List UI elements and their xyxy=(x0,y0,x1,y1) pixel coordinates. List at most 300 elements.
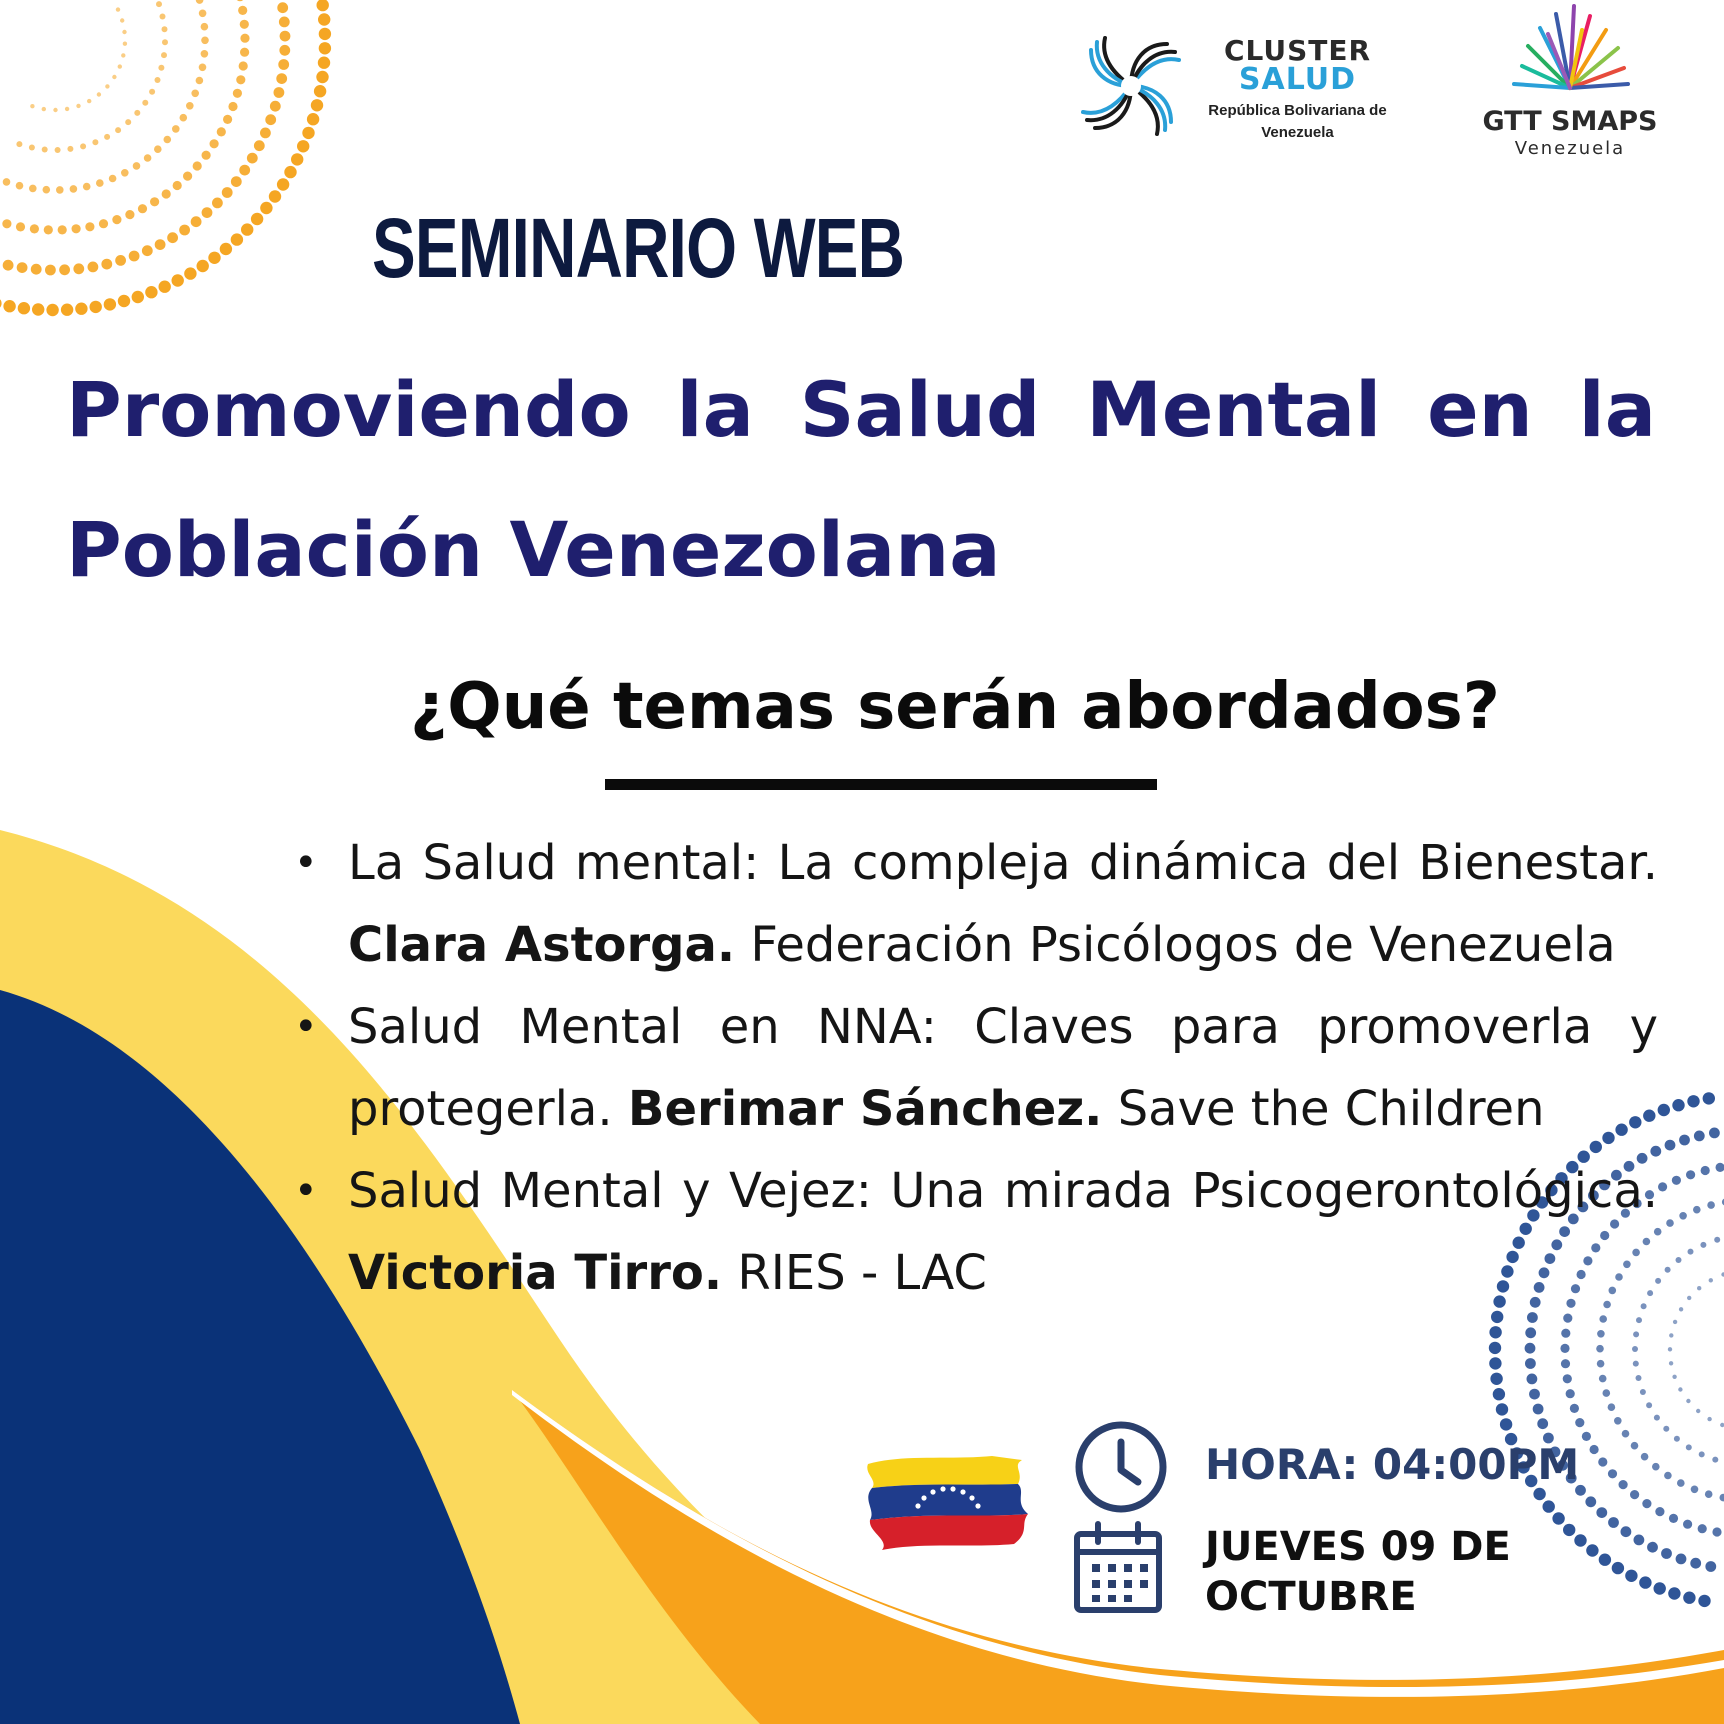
dot-mark xyxy=(1647,1542,1658,1553)
dot-mark xyxy=(1691,1486,1699,1494)
dot-mark xyxy=(1598,1457,1607,1466)
dot-mark xyxy=(122,30,126,34)
dot-mark xyxy=(180,114,188,122)
dot-mark xyxy=(236,75,245,84)
topic-text: Salud Mental y Vejez: Una mirada Psicogerontológica. xyxy=(348,1163,1658,1219)
dot-mark xyxy=(104,298,116,310)
topics-heading: ¿Qué temas serán abordados? xyxy=(410,670,1500,744)
dot-mark xyxy=(1489,1342,1501,1354)
dot-mark xyxy=(1672,1375,1676,1379)
dot-mark xyxy=(29,185,37,193)
dot-mark xyxy=(164,136,172,144)
dot-mark xyxy=(1642,1499,1651,1508)
dot-mark xyxy=(260,127,271,138)
dot-mark xyxy=(1533,1404,1544,1415)
clock-icon xyxy=(1072,1418,1170,1516)
dot-mark xyxy=(87,99,91,103)
dot-mark xyxy=(1590,1445,1599,1454)
cluster-sub: SALUD xyxy=(1238,62,1357,97)
dot-mark xyxy=(1676,1257,1682,1263)
dot-mark xyxy=(134,110,140,116)
dot-mark xyxy=(160,14,166,20)
dot-mark xyxy=(1574,1534,1586,1546)
cluster-salud-logo xyxy=(1075,30,1405,150)
dot-mark xyxy=(97,92,101,96)
cluster-country: República Bolivariana de Venezuela xyxy=(1208,102,1387,141)
dot-mark xyxy=(1665,1140,1676,1151)
dot-mark xyxy=(316,71,328,83)
topic-speaker: Victoria Tirro. xyxy=(348,1245,723,1301)
dot-mark xyxy=(1625,1570,1637,1582)
dot-mark xyxy=(76,104,80,108)
dot-mark xyxy=(1585,1496,1596,1507)
dot-mark xyxy=(104,134,110,140)
dot-mark xyxy=(1622,1430,1630,1438)
gtt-country: Venezuela xyxy=(1514,138,1626,159)
topic-text: La Salud mental: La compleja dinámica del Bienestar. xyxy=(348,835,1658,891)
topics-list xyxy=(280,822,1658,1314)
topic-org: RIES - LAC xyxy=(737,1245,987,1301)
dot-mark xyxy=(1679,1135,1690,1146)
dot-mark xyxy=(1575,1418,1584,1427)
dot-mark xyxy=(101,259,112,270)
dot-mark xyxy=(1489,1357,1501,1369)
dotted-arc-orange xyxy=(0,0,331,316)
dot-mark xyxy=(202,151,211,160)
cluster-name: CLUSTER xyxy=(1223,34,1372,67)
page-title: Promoviendo la Salud Mental en la Población Venezolana xyxy=(66,365,1656,594)
dot-mark xyxy=(1561,1329,1570,1338)
dot-mark xyxy=(251,213,263,225)
dot-mark xyxy=(65,107,69,111)
dot-mark xyxy=(314,85,326,97)
dot-mark xyxy=(156,1,162,7)
dot-mark xyxy=(88,262,99,273)
dot-mark xyxy=(80,143,86,149)
dot-mark xyxy=(186,102,194,110)
dot-mark xyxy=(1639,1576,1651,1588)
dot-mark xyxy=(1674,1436,1680,1442)
dot-mark xyxy=(277,2,288,13)
dot-mark xyxy=(123,42,127,46)
dot-mark xyxy=(61,304,73,316)
dot-mark xyxy=(1720,1423,1724,1427)
dot-mark xyxy=(1686,1399,1690,1403)
topic-org: Save the Children xyxy=(1117,1081,1545,1137)
bullet-icon: • xyxy=(294,1004,318,1050)
dot-mark xyxy=(199,10,207,18)
dot-mark xyxy=(30,104,34,108)
dot-mark xyxy=(109,175,117,183)
calendar-icon xyxy=(1072,1520,1164,1616)
dot-mark xyxy=(318,57,330,69)
heading-underline xyxy=(605,779,1157,790)
dot-mark xyxy=(1672,1099,1684,1111)
dot-mark xyxy=(73,263,84,274)
dot-mark xyxy=(1640,1389,1646,1395)
dot-mark xyxy=(319,28,331,40)
dot-mark xyxy=(16,222,25,231)
burst-icon xyxy=(1470,0,1670,100)
dot-mark xyxy=(29,145,35,151)
dot-mark xyxy=(72,224,81,233)
dot-mark xyxy=(241,223,253,235)
dot-mark xyxy=(145,286,157,298)
dot-mark xyxy=(90,301,102,313)
dot-mark xyxy=(231,233,243,245)
dot-mark xyxy=(56,186,64,194)
dot-mark xyxy=(1668,1587,1680,1599)
dot-mark xyxy=(1632,1346,1638,1352)
dot-mark xyxy=(125,119,131,125)
dot-mark xyxy=(1703,1092,1715,1104)
dot-mark xyxy=(280,31,291,42)
dot-mark xyxy=(1619,1480,1628,1489)
dot-mark xyxy=(1525,1327,1536,1338)
dot-mark xyxy=(254,140,265,151)
dot-mark xyxy=(191,90,199,98)
dot-mark xyxy=(1673,1320,1677,1324)
dot-mark xyxy=(1537,1418,1548,1429)
dot-mark xyxy=(1634,1535,1645,1546)
dot-mark xyxy=(1608,1517,1619,1528)
dot-mark xyxy=(201,23,209,31)
dot-mark xyxy=(1664,1472,1672,1480)
dot-mark xyxy=(183,172,192,181)
dot-mark xyxy=(235,0,244,1)
dot-mark xyxy=(1669,1333,1673,1337)
dot-mark xyxy=(1683,1592,1695,1604)
dot-mark xyxy=(202,207,213,218)
dot-mark xyxy=(31,264,42,275)
dot-mark xyxy=(142,100,148,106)
dot-mark xyxy=(32,303,44,315)
dot-mark xyxy=(105,84,109,88)
dot-mark xyxy=(1669,1514,1678,1523)
dot-mark xyxy=(1663,1426,1669,1432)
dot-mark xyxy=(1527,1374,1538,1385)
dot-mark xyxy=(2,219,11,228)
dot-mark xyxy=(144,154,152,162)
dot-mark xyxy=(53,108,57,112)
dot-mark xyxy=(1500,1418,1512,1430)
dot-mark xyxy=(318,13,330,25)
dot-mark xyxy=(1666,1219,1674,1227)
dot-mark xyxy=(179,225,190,236)
dot-mark xyxy=(269,190,281,202)
dot-mark xyxy=(1700,1242,1706,1248)
dot-mark xyxy=(1597,1360,1605,1368)
dot-mark xyxy=(197,260,209,272)
dot-mark xyxy=(191,216,202,227)
dot-mark xyxy=(155,77,161,83)
dot-mark xyxy=(284,166,296,178)
dot-mark xyxy=(67,146,73,152)
dot-mark xyxy=(1707,1201,1715,1209)
dot-mark xyxy=(1596,1345,1604,1353)
dot-mark xyxy=(1705,1561,1716,1572)
dot-mark xyxy=(193,161,202,170)
dot-mark xyxy=(1658,1104,1670,1116)
dot-mark xyxy=(161,52,167,58)
dot-mark xyxy=(1561,1359,1570,1368)
dot-mark xyxy=(307,113,319,125)
gtt-smaps-logo xyxy=(1470,0,1670,170)
dot-mark xyxy=(212,198,223,209)
dot-mark xyxy=(3,260,14,271)
dot-mark xyxy=(1709,1278,1713,1282)
dot-mark xyxy=(172,274,184,286)
dot-mark xyxy=(240,48,249,57)
dot-mark xyxy=(228,102,237,111)
dot-mark xyxy=(1496,1403,1508,1415)
dot-mark xyxy=(291,153,303,165)
dot-mark xyxy=(1570,1404,1579,1413)
dot-mark xyxy=(317,0,329,11)
dot-mark xyxy=(16,141,22,147)
dot-mark xyxy=(1633,1361,1639,1367)
dot-mark xyxy=(1712,1527,1721,1536)
cluster-text xyxy=(1190,36,1405,144)
dot-mark xyxy=(162,189,171,198)
dot-mark xyxy=(138,204,147,213)
dot-mark xyxy=(158,65,164,71)
dot-mark xyxy=(1621,1526,1632,1537)
dot-mark xyxy=(1661,1548,1672,1559)
dot-mark xyxy=(121,53,125,57)
dot-mark xyxy=(45,265,56,276)
dot-mark xyxy=(1676,1554,1687,1565)
dot-mark xyxy=(240,20,249,29)
dot-mark xyxy=(239,61,248,70)
dot-mark xyxy=(1614,1417,1622,1425)
dot-mark xyxy=(112,75,116,79)
dot-mark xyxy=(1599,1315,1607,1323)
dot-mark xyxy=(129,251,140,262)
dot-mark xyxy=(44,225,53,234)
dot-mark xyxy=(1669,1361,1673,1365)
dot-mark xyxy=(92,139,98,145)
dot-mark xyxy=(70,185,78,193)
dot-mark xyxy=(297,140,309,152)
dot-mark xyxy=(1552,1512,1564,1524)
dot-mark xyxy=(279,45,290,56)
dot-mark xyxy=(3,178,11,186)
dot-mark xyxy=(1687,1296,1691,1300)
dot-mark xyxy=(1493,1388,1505,1400)
dot-mark xyxy=(1690,1558,1701,1569)
dot-mark xyxy=(1489,1326,1501,1338)
dot-mark xyxy=(0,297,2,309)
event-date: JUEVES 09 DE OCTUBRE xyxy=(1205,1524,1511,1620)
dot-mark xyxy=(201,50,209,58)
dot-mark xyxy=(1563,1374,1572,1383)
dot-mark xyxy=(1636,1317,1642,1323)
dot-mark xyxy=(1599,1554,1611,1566)
dot-mark xyxy=(1658,1182,1667,1191)
venezuela-flag-icon xyxy=(862,1452,1032,1557)
dot-mark xyxy=(1599,1375,1607,1383)
dot-mark xyxy=(3,300,15,312)
dot-mark xyxy=(75,303,87,315)
dot-mark xyxy=(1631,1442,1639,1450)
dot-mark xyxy=(1679,1307,1683,1311)
dot-mark xyxy=(17,262,28,273)
dot-mark xyxy=(278,59,289,70)
dot-mark xyxy=(302,127,314,139)
dot-mark xyxy=(201,37,209,45)
topic-item xyxy=(280,1150,1658,1314)
dot-mark xyxy=(1712,1457,1718,1463)
dot-mark xyxy=(1694,1131,1705,1142)
dot-mark xyxy=(184,267,196,279)
dot-mark xyxy=(1686,1444,1692,1450)
dot-mark xyxy=(115,255,126,266)
dot-mark xyxy=(1720,1494,1724,1502)
dot-mark xyxy=(1714,1237,1720,1243)
dot-mark xyxy=(1533,1488,1545,1500)
dot-mark xyxy=(162,26,168,32)
dot-mark xyxy=(1687,1095,1699,1107)
dot-mark xyxy=(279,17,290,28)
dot-mark xyxy=(83,183,91,191)
dot-mark xyxy=(1678,1387,1682,1391)
dot-mark xyxy=(118,295,130,307)
dot-mark xyxy=(210,139,219,148)
bullet-icon: • xyxy=(294,1168,318,1214)
dot-mark xyxy=(223,115,232,124)
dot-mark xyxy=(1701,1166,1710,1175)
dot-mark xyxy=(220,243,232,255)
dot-mark xyxy=(116,7,120,11)
dot-mark xyxy=(196,77,204,85)
dot-mark xyxy=(96,179,104,187)
dot-mark xyxy=(154,145,162,153)
dot-mark xyxy=(99,219,108,228)
dot-mark xyxy=(155,239,166,250)
dot-mark xyxy=(172,125,180,133)
dot-mark xyxy=(1525,1343,1536,1354)
dot-mark xyxy=(118,64,122,68)
dot-mark xyxy=(1596,1507,1607,1518)
dot-mark xyxy=(199,64,207,72)
dot-mark xyxy=(162,39,168,45)
dot-mark xyxy=(42,147,48,153)
dot-mark xyxy=(240,34,249,43)
dot-mark xyxy=(1612,1562,1624,1574)
dot-mark xyxy=(1646,1402,1652,1408)
dot-mark xyxy=(1686,1170,1695,1179)
dot-mark xyxy=(319,42,331,54)
dot-mark xyxy=(247,153,258,164)
dot-mark xyxy=(1668,1347,1672,1351)
swirl-icon xyxy=(1075,30,1187,142)
dot-mark xyxy=(265,114,276,125)
dot-mark xyxy=(277,178,289,190)
dot-mark xyxy=(196,0,204,4)
dot-mark xyxy=(1529,1389,1540,1400)
dot-mark xyxy=(1716,1163,1724,1172)
dot-mark xyxy=(149,89,155,95)
dot-mark xyxy=(1630,1490,1639,1499)
dot-mark xyxy=(125,210,134,219)
dot-mark xyxy=(18,302,30,314)
dot-mark xyxy=(1683,1520,1692,1529)
dot-mark xyxy=(1709,1128,1720,1139)
dot-mark xyxy=(1608,1403,1616,1411)
dot-mark xyxy=(1698,1524,1707,1533)
dot-mark xyxy=(1641,1453,1649,1461)
dot-mark xyxy=(222,187,233,198)
dot-mark xyxy=(276,73,287,84)
dot-mark xyxy=(274,87,285,98)
topic-text: Salud Mental en NNA: Claves para promoverla y protegerla. xyxy=(348,999,1658,1137)
dot-mark xyxy=(1636,1375,1642,1381)
dot-mark xyxy=(1608,1469,1617,1478)
dot-mark xyxy=(239,165,250,176)
dot-mark xyxy=(1707,1417,1711,1421)
dot-mark xyxy=(270,101,281,112)
dot-mark xyxy=(1654,1415,1660,1421)
dot-mark xyxy=(16,182,24,190)
dot-mark xyxy=(231,176,242,187)
dot-mark xyxy=(1679,1212,1687,1220)
dot-mark xyxy=(142,245,153,256)
dot-mark xyxy=(167,232,178,243)
dot-mark xyxy=(208,252,220,264)
dot-mark xyxy=(46,304,58,316)
dot-mark xyxy=(1665,1267,1671,1273)
dot-mark xyxy=(1525,1358,1536,1369)
dot-mark xyxy=(42,107,46,111)
dot-mark xyxy=(133,162,141,170)
dot-mark xyxy=(217,127,226,136)
event-time: HORA: 04:00PM xyxy=(1205,1440,1580,1489)
dot-mark xyxy=(1688,1249,1694,1255)
topic-org: Federación Psicólogos de Venezuela xyxy=(750,917,1616,973)
dot-mark xyxy=(120,18,124,22)
dot-mark xyxy=(1655,1507,1664,1516)
dot-mark xyxy=(1672,1176,1681,1185)
dot-mark xyxy=(1652,1463,1660,1471)
dot-mark xyxy=(1654,1582,1666,1594)
dot-mark xyxy=(1696,1409,1700,1413)
topic-speaker: Berimar Sánchez. xyxy=(627,1081,1103,1137)
dot-mark xyxy=(112,215,121,224)
dot-mark xyxy=(1633,1331,1639,1337)
dot-mark xyxy=(1563,1524,1575,1536)
dot-mark xyxy=(121,169,129,177)
topic-item xyxy=(280,822,1658,986)
dot-mark xyxy=(1560,1344,1569,1353)
dot-mark xyxy=(173,181,182,190)
dot-mark xyxy=(55,147,61,153)
seminario-label: SEMINARIO WEB xyxy=(372,201,905,295)
topic-speaker: Clara Astorga. xyxy=(348,917,736,973)
dot-mark xyxy=(132,291,144,303)
dot-mark xyxy=(1677,1479,1685,1487)
gtt-name: GTT SMAPS xyxy=(1482,106,1658,137)
dot-mark xyxy=(1603,1389,1611,1397)
dot-mark xyxy=(1490,1373,1502,1385)
dot-mark xyxy=(59,264,70,275)
dot-mark xyxy=(238,6,247,15)
dot-mark xyxy=(1597,1330,1605,1338)
dot-mark xyxy=(43,186,51,194)
dot-mark xyxy=(1582,1432,1591,1441)
bullet-icon: • xyxy=(294,840,318,886)
dot-mark xyxy=(1563,1314,1572,1323)
